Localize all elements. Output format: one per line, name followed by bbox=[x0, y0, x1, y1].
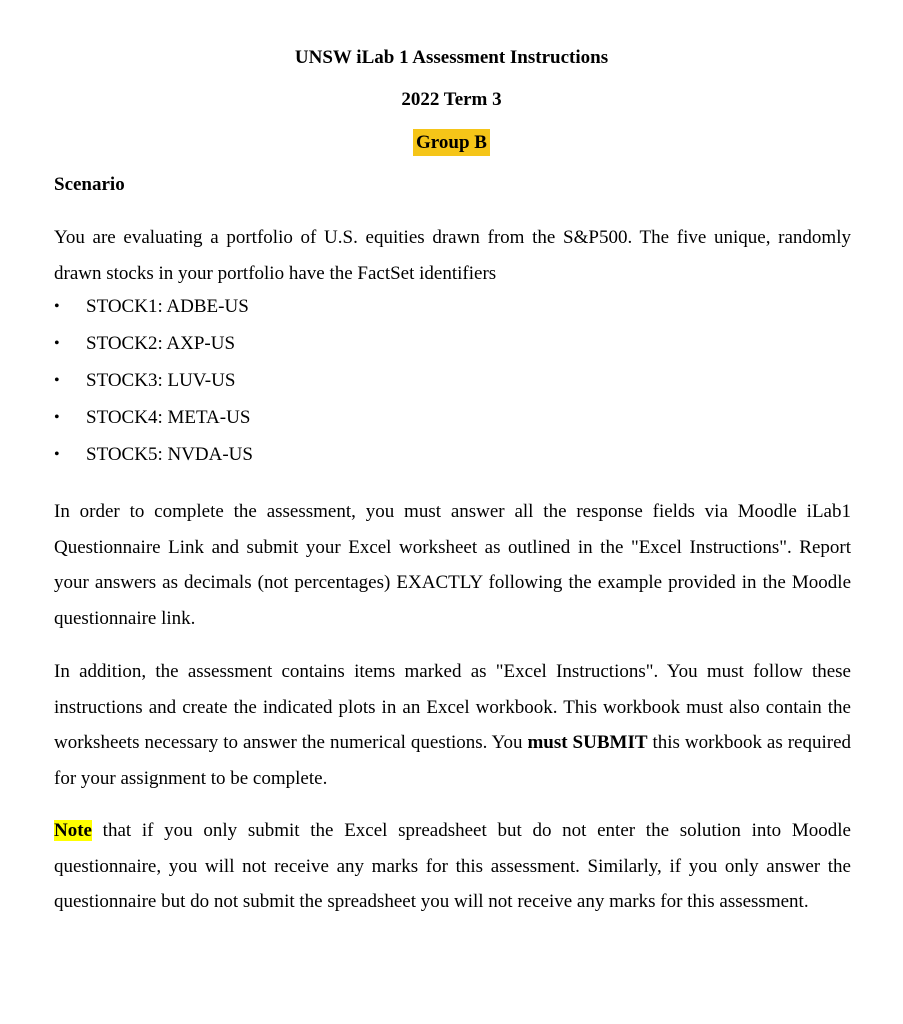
order-paragraph: In order to complete the assessment, you must answer all the response fields via Moodle iLab1 Questionnaire Link and submit your Excel worksheet as outlined in the "Excel Instructions". Report your answers as decimals (not percentages) EXACTLY following the example provided in the Moodle questionnaire link. bbox=[54, 501, 851, 629]
stock-identifier: STOCK1: ADBE-US bbox=[86, 296, 249, 317]
addition-text-start: In addition, the assessment contains items marked as "Excel Instructions". You must follow these instructions and create the indicated plots in an Excel workbook. This workbook must also contain the worksheets necessary to answer the numerical questions. You bbox=[54, 661, 851, 753]
document-title: UNSW iLab 1 Assessment Instructions bbox=[294, 47, 609, 68]
scenario-heading: Scenario bbox=[54, 174, 125, 195]
bullet-icon: • bbox=[54, 446, 60, 463]
must-submit-emphasis: must SUBMIT bbox=[527, 732, 648, 753]
stock-identifier: STOCK5: NVDA-US bbox=[86, 444, 253, 465]
term-label: 2022 Term 3 bbox=[401, 89, 502, 110]
addition-text-end: this workbook as required for your assignment to be complete. bbox=[54, 732, 852, 789]
bullet-icon: • bbox=[54, 298, 60, 315]
scenario-intro-paragraph: You are evaluating a portfolio of U.S. equities drawn from the S&P500. The five unique, randomly drawn stocks in your portfolio have the FactSet identifiers bbox=[54, 227, 851, 284]
group-label-row bbox=[0, 129, 903, 156]
bullet-icon: • bbox=[54, 372, 60, 389]
stock-identifier: STOCK2: AXP-US bbox=[86, 333, 236, 354]
bullet-icon: • bbox=[54, 409, 60, 426]
bullet-icon: • bbox=[54, 335, 60, 352]
addition-paragraph bbox=[54, 654, 851, 796]
note-label: Note bbox=[54, 820, 92, 841]
stock-identifier: STOCK4: META-US bbox=[86, 407, 251, 428]
group-badge: Group B bbox=[413, 129, 490, 156]
note-text: that if you only submit the Excel spreadsheet but do not enter the solution into Moodle questionnaire, you will not receive any marks for this assessment. Similarly, if you only answer the questionnaire but do not submit the spreadsheet you will not receive any marks for this assessment. bbox=[54, 820, 851, 912]
note-paragraph bbox=[54, 813, 851, 920]
stock-identifier: STOCK3: LUV-US bbox=[86, 370, 236, 391]
